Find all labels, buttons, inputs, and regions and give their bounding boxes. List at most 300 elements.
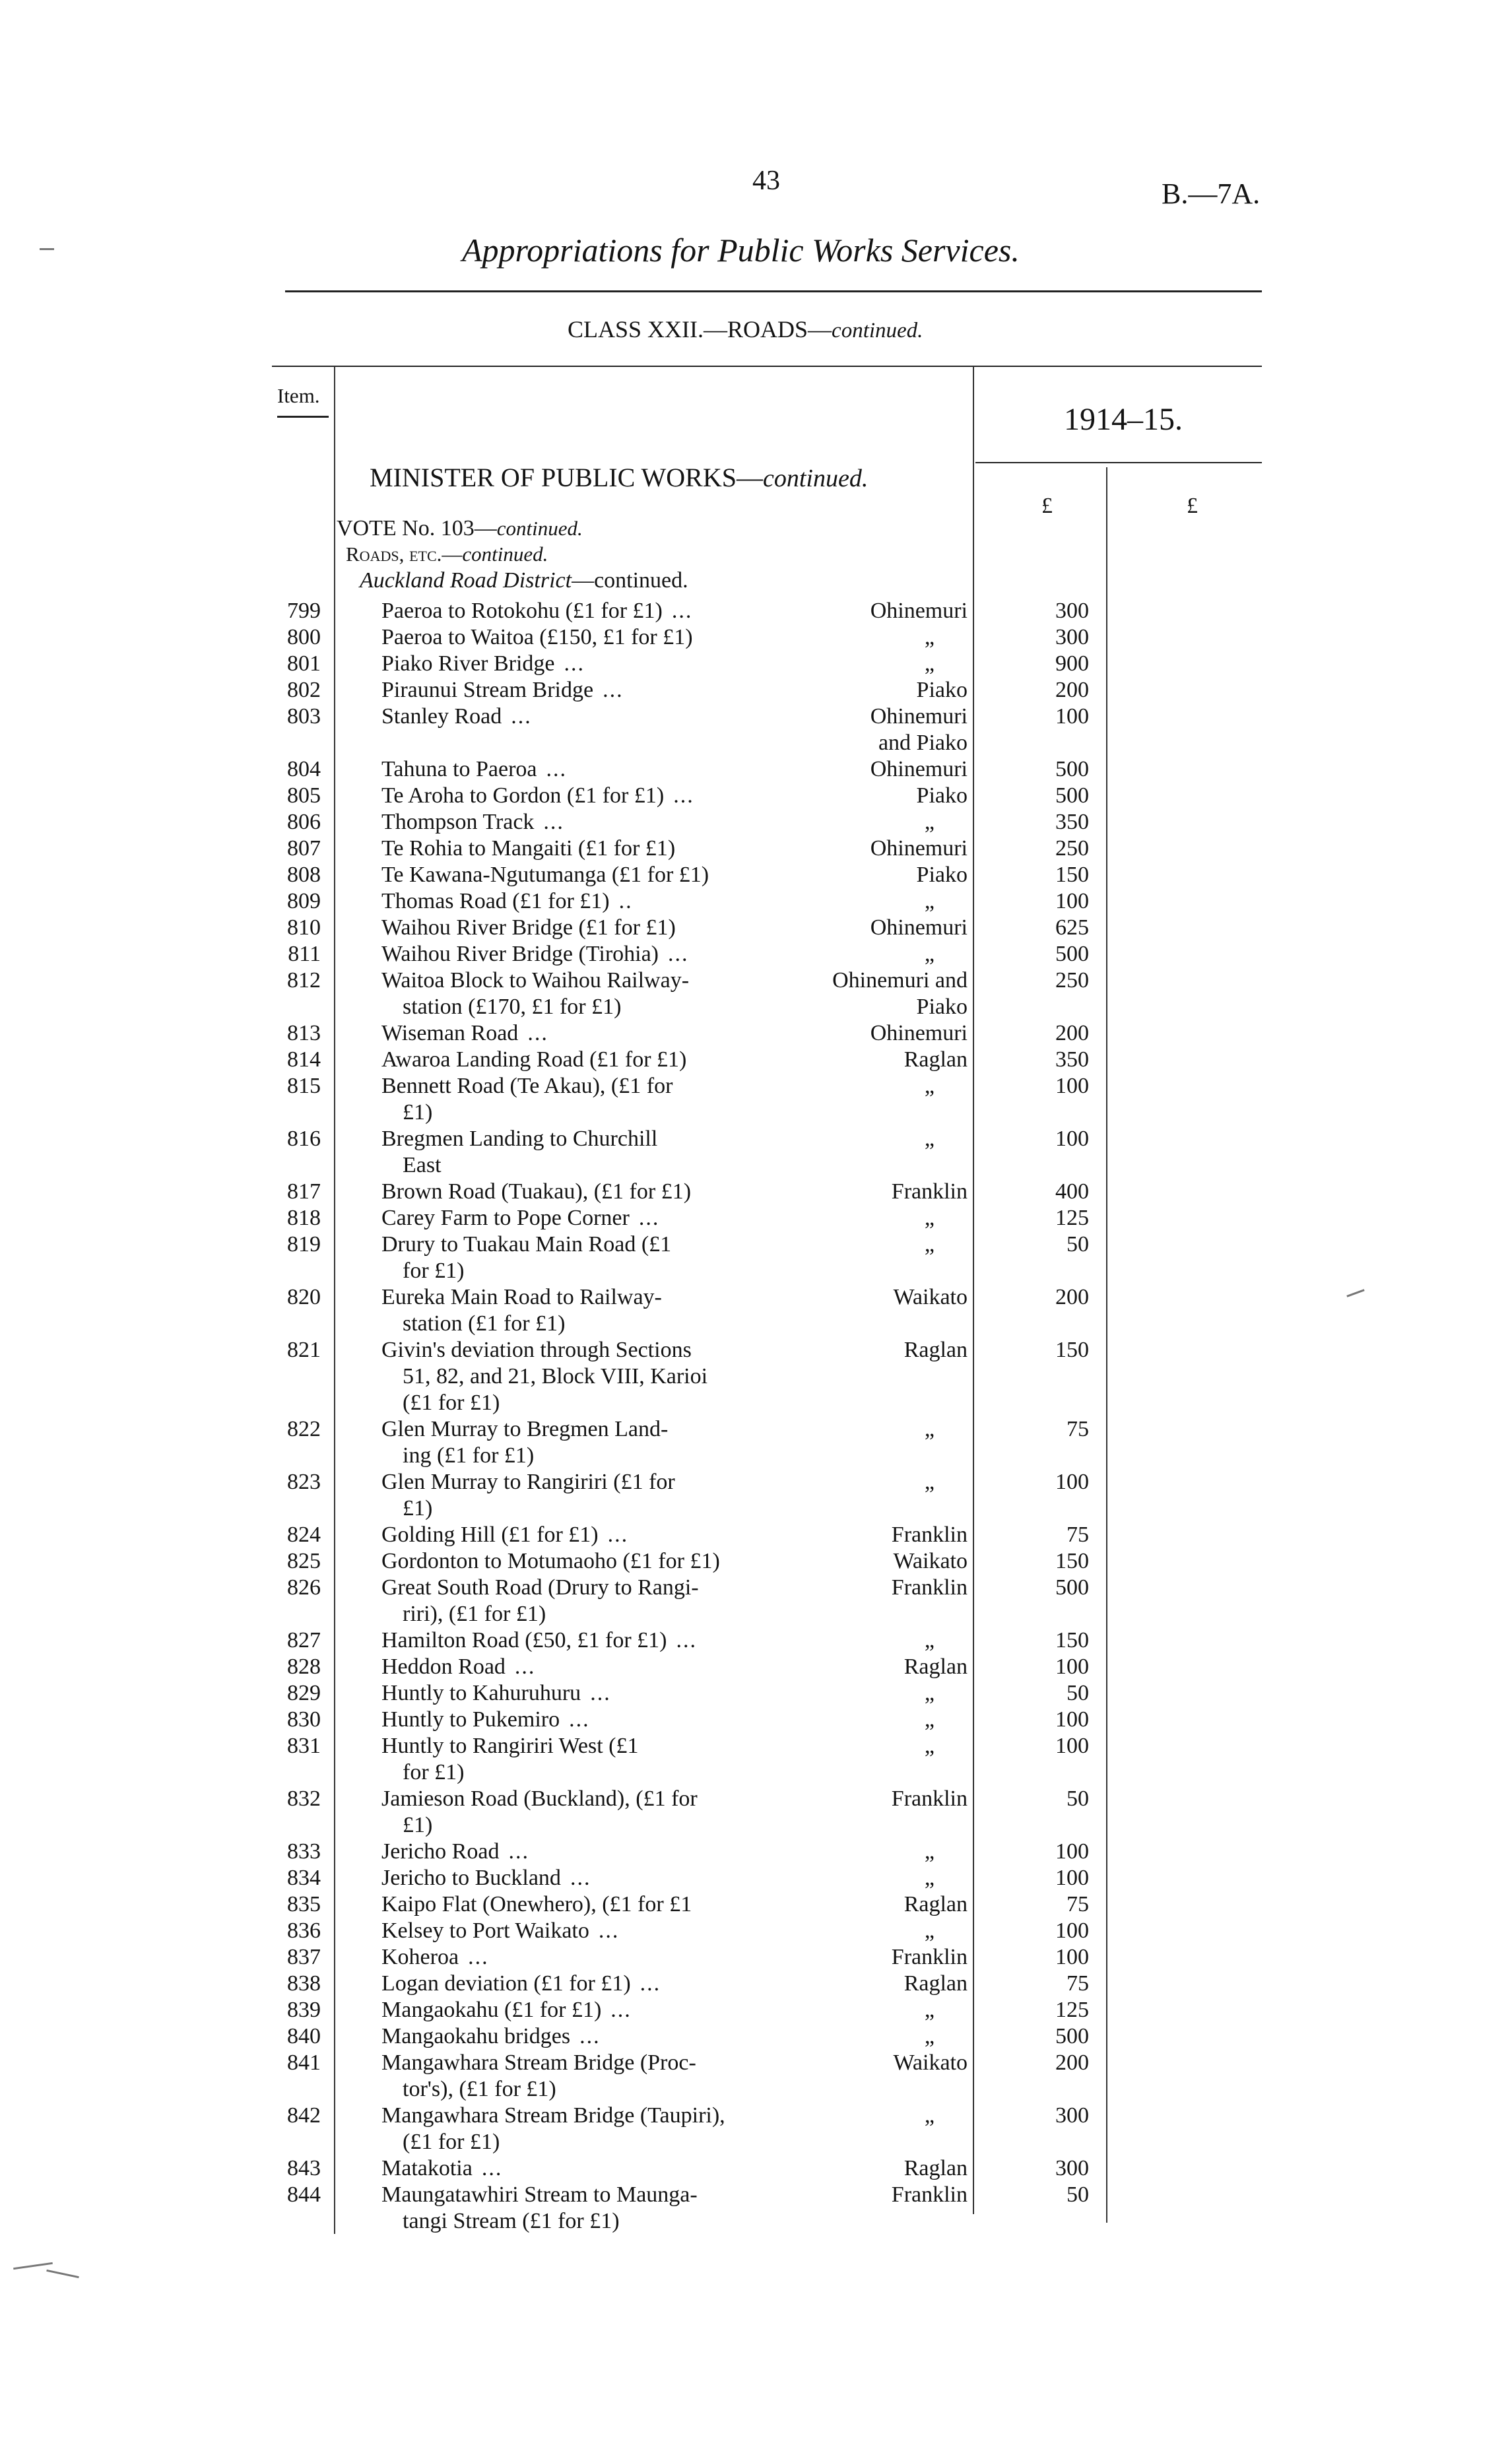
item-county-line: „ (924, 1232, 935, 1257)
item-description-last-line (381, 2023, 817, 2050)
leader-dots: .. (618, 889, 633, 913)
item-description-line: tor's), (£1 for £1) (403, 2077, 556, 2101)
minister-heading (370, 462, 868, 493)
roads-title: Roads, etc.— (346, 542, 463, 566)
leader-dots: ... (607, 1522, 629, 1547)
item-number: 827 (287, 1628, 321, 1653)
item-county (756, 1891, 968, 1918)
item-county (756, 888, 968, 915)
item-number: 807 (287, 836, 321, 861)
item-county-line: „ (924, 1417, 935, 1441)
item-description-line: Piako River Bridge (381, 651, 555, 676)
item-description-last-line (381, 1680, 817, 1707)
item-county-line: Franklin (891, 1575, 968, 1600)
item-amount: 300 (1055, 599, 1089, 623)
item-description (381, 1839, 817, 1865)
class-heading (568, 315, 923, 343)
item-description-line: Kelsey to Port Waikato (381, 1918, 589, 1943)
item-county-line: Ohinemuri and (832, 968, 968, 993)
item-description (381, 888, 817, 915)
item-county-line: Raglan (904, 1654, 968, 1679)
item-county (756, 1918, 968, 1944)
item-description-last-line (381, 783, 817, 809)
item-description (381, 1627, 817, 1654)
item-number: 799 (287, 599, 321, 623)
item-description-last-line (381, 598, 817, 624)
item-county (756, 1205, 968, 1231)
item-description-line: 51, 82, and 21, Block VIII, Karioi (403, 1364, 708, 1389)
item-amount: 200 (1055, 1285, 1089, 1309)
item-number: 844 (287, 2182, 321, 2207)
item-amount: 200 (1055, 678, 1089, 702)
item-description (381, 1865, 817, 1891)
item-county-line: Piako (916, 678, 968, 702)
item-description-line: Piraunui Stream Bridge (381, 678, 594, 702)
item-number: 843 (287, 2156, 321, 2180)
leader-dots: ... (481, 2156, 503, 2180)
item-county (756, 2050, 968, 2076)
item-amount: 75 (1067, 1971, 1089, 1996)
item-description (381, 2182, 817, 2235)
item-description-line: Mangaokahu bridges (381, 2024, 571, 2048)
item-number: 808 (287, 863, 321, 887)
item-number: 813 (287, 1021, 321, 1045)
item-description-last-line (381, 888, 817, 915)
item-amount: 500 (1055, 783, 1089, 808)
item-description-line: Drury to Tuakau Main Road (£1 (381, 1232, 672, 1257)
item-county (756, 1971, 968, 1997)
item-description (381, 1205, 817, 1231)
item-county (756, 651, 968, 677)
item-amount: 500 (1055, 2024, 1089, 2048)
item-description-line: Bennett Road (Te Akau), (£1 for (381, 1074, 673, 1098)
item-description (381, 651, 817, 677)
item-amount: 100 (1055, 889, 1089, 913)
item-description-line: Te Aroha to Gordon (£1 for £1) (381, 783, 665, 808)
item-number: 805 (287, 783, 321, 808)
item-description (381, 1680, 817, 1707)
minister-title: MINISTER OF PUBLIC WORKS— (370, 463, 763, 492)
item-number: 826 (287, 1575, 321, 1600)
item-description-line: for £1) (403, 1760, 465, 1784)
leader-dots: ... (668, 942, 689, 966)
item-description-line: Huntly to Kahuruhuru (381, 1681, 581, 1705)
leader-dots: ... (671, 599, 693, 623)
item-description-line: Givin's deviation through Sections (381, 1338, 692, 1362)
item-description (381, 809, 817, 835)
scan-mark (1346, 1289, 1364, 1297)
item-description-line: Huntly to Pukemiro (381, 1707, 560, 1732)
item-county (756, 1416, 968, 1443)
item-description (381, 1944, 817, 1971)
item-description (381, 1733, 817, 1786)
item-description-last-line (381, 1839, 817, 1865)
item-county-line: „ (924, 889, 935, 913)
item-description (381, 1918, 817, 1944)
item-amount: 200 (1055, 1021, 1089, 1045)
item-description (381, 1284, 817, 1337)
class-title: CLASS XXII.—ROADS— (568, 316, 832, 343)
item-amount: 100 (1055, 1839, 1089, 1864)
leader-dots: ... (508, 1839, 529, 1864)
district-continued: —continued. (572, 568, 688, 593)
item-county-line: Ohinemuri (870, 599, 968, 623)
item-number: 818 (287, 1206, 321, 1230)
item-description-line: Brown Road (Tuakau), (£1 for £1) (381, 1179, 692, 1204)
item-description-line: Stanley Road (381, 704, 502, 729)
item-description (381, 1073, 817, 1126)
item-amount: 150 (1055, 1628, 1089, 1653)
item-county (756, 1337, 968, 1363)
item-county-line: Raglan (904, 1892, 968, 1916)
item-number: 833 (287, 1839, 321, 1864)
item-number: 819 (287, 1232, 321, 1257)
item-amount: 150 (1055, 863, 1089, 887)
item-description-line: East (403, 1153, 442, 1177)
item-description (381, 756, 817, 783)
item-description (381, 1469, 817, 1522)
item-description-line: Matakotia (381, 2156, 473, 2180)
item-description-line: Golding Hill (£1 for £1) (381, 1522, 599, 1547)
class-continued: continued. (832, 319, 923, 343)
item-amount: 250 (1055, 836, 1089, 861)
item-number: 838 (287, 1971, 321, 1996)
item-county-line: Ohinemuri (870, 704, 968, 729)
item-description (381, 1575, 817, 1627)
item-description-last-line (381, 1205, 817, 1231)
item-description-line: Waihou River Bridge (Tirohia) (381, 942, 659, 966)
item-description-last-line (381, 1654, 817, 1680)
item-number: 810 (287, 915, 321, 940)
item-description-last-line (381, 1944, 817, 1971)
item-description-line: tangi Stream (£1 for £1) (403, 2209, 620, 2233)
item-county-line: Waikato (893, 2050, 968, 2075)
item-description (381, 704, 817, 730)
item-description-last-line (381, 1865, 817, 1891)
item-description (381, 941, 817, 967)
item-county-line: „ (924, 942, 935, 966)
item-number: 804 (287, 757, 321, 781)
item-county-line: Piako (916, 863, 968, 887)
item-description-line: Glen Murray to Rangiriri (£1 for (381, 1470, 675, 1494)
item-number: 839 (287, 1998, 321, 2022)
item-number: 801 (287, 651, 321, 676)
item-county-line: Franklin (891, 1786, 968, 1811)
item-amount: 150 (1055, 1338, 1089, 1362)
item-amount: 100 (1055, 1127, 1089, 1151)
item-amount: 100 (1055, 1734, 1089, 1758)
item-county (756, 1944, 968, 1971)
item-county (756, 624, 968, 651)
description-column-rule (334, 366, 335, 2234)
item-county-line: „ (924, 1734, 935, 1758)
item-description (381, 1971, 817, 1997)
item-description (381, 783, 817, 809)
item-county-line: „ (924, 2103, 935, 2128)
item-county (756, 1469, 968, 1495)
item-number: 816 (287, 1127, 321, 1151)
item-amount: 200 (1055, 2050, 1089, 2075)
item-county (756, 1839, 968, 1865)
item-description (381, 1179, 817, 1205)
item-label-rule (277, 416, 329, 418)
item-description-last-line (381, 756, 817, 783)
item-county (756, 1865, 968, 1891)
item-description (381, 1126, 817, 1179)
item-number: 825 (287, 1549, 321, 1573)
item-description-line: Great South Road (Drury to Rangi- (381, 1575, 699, 1600)
item-amount: 350 (1055, 1047, 1089, 1072)
leader-dots: ... (564, 651, 585, 676)
item-county-line: Ohinemuri (870, 1021, 968, 1045)
item-description (381, 1786, 817, 1839)
scan-mark (13, 2262, 53, 2270)
item-description (381, 677, 817, 704)
leader-dots: ... (673, 783, 694, 808)
leader-dots: ... (638, 1206, 660, 1230)
item-description-line: Eureka Main Road to Railway- (381, 1285, 662, 1309)
item-amount: 150 (1055, 1549, 1089, 1573)
item-amount: 100 (1055, 1470, 1089, 1494)
item-description-line: £1) (403, 1813, 433, 1837)
item-description (381, 2050, 817, 2103)
item-description-last-line (381, 941, 817, 967)
item-description (381, 2155, 817, 2182)
item-number: 841 (287, 2050, 321, 2075)
item-county-line: „ (924, 1918, 935, 1943)
leader-dots: ... (514, 1654, 536, 1679)
item-amount: 300 (1055, 2156, 1089, 2180)
minister-continued: continued. (763, 465, 869, 492)
item-county-line: „ (924, 1681, 935, 1705)
item-county (756, 1733, 968, 1759)
pound-sign-1: £ (1041, 494, 1053, 518)
item-amount: 500 (1055, 1575, 1089, 1600)
item-county-line: „ (924, 651, 935, 676)
item-description (381, 2103, 817, 2155)
item-number: 811 (288, 942, 321, 966)
title-rule (285, 290, 1262, 292)
item-number: 828 (287, 1654, 321, 1679)
item-description-line: Paeroa to Waitoa (£150, £1 for £1) (381, 625, 693, 649)
leader-dots: ... (546, 757, 568, 781)
item-description-last-line (381, 1997, 817, 2023)
item-amount: 500 (1055, 942, 1089, 966)
item-amount: 400 (1055, 1179, 1089, 1204)
item-description (381, 2023, 817, 2050)
item-description (381, 1337, 817, 1416)
item-description (381, 1416, 817, 1469)
item-county-line: Piako (916, 783, 968, 808)
item-description (381, 1707, 817, 1733)
item-county (756, 1997, 968, 2023)
item-county-line: „ (924, 1470, 935, 1494)
item-county (756, 1522, 968, 1548)
item-county-line: „ (924, 1074, 935, 1098)
item-amount: 900 (1055, 651, 1089, 676)
item-description-line: Mangawhara Stream Bridge (Proc- (381, 2050, 696, 2075)
leader-dots: ... (543, 810, 564, 834)
item-county (756, 1126, 968, 1152)
item-county (756, 1548, 968, 1575)
item-amount: 75 (1067, 1892, 1089, 1916)
item-description (381, 1522, 817, 1548)
item-number: 832 (287, 1786, 321, 1811)
item-description-last-line (381, 1522, 817, 1548)
item-county-line: „ (924, 1206, 935, 1230)
item-description-line: Waihou River Bridge (£1 for £1) (381, 915, 676, 940)
item-description (381, 624, 817, 651)
item-description-line: Jericho Road (381, 1839, 500, 1864)
item-number: 817 (287, 1179, 321, 1204)
item-description-last-line (381, 809, 817, 835)
district-title: Auckland Road District (360, 568, 572, 593)
item-county-line: „ (924, 1839, 935, 1864)
item-county (756, 2155, 968, 2182)
item-number: 830 (287, 1707, 321, 1732)
item-number: 820 (287, 1285, 321, 1309)
item-description (381, 1020, 817, 1047)
item-county (756, 1575, 968, 1601)
item-county-line: Franklin (891, 1945, 968, 1969)
item-description-line: for £1) (403, 1259, 465, 1283)
item-description-line: Waitoa Block to Waihou Railway- (381, 968, 690, 993)
item-county (756, 835, 968, 862)
item-amount: 350 (1055, 810, 1089, 834)
item-county (756, 1786, 968, 1812)
item-number: 809 (287, 889, 321, 913)
item-description-line: Mangaokahu (£1 for £1) (381, 1998, 602, 2022)
item-description-last-line (381, 651, 817, 677)
item-description-line: Hamilton Road (£50, £1 for £1) (381, 1628, 667, 1653)
item-description-line: Koheroa (381, 1945, 459, 1969)
item-description-line: Logan deviation (£1 for £1) (381, 1971, 631, 1996)
item-amount: 125 (1055, 1998, 1089, 2022)
item-number: 823 (287, 1470, 321, 1494)
item-description-line: Te Kawana-Ngutumanga (£1 for £1) (381, 863, 709, 887)
table-top-rule (272, 366, 1262, 367)
item-county-line: „ (924, 1998, 935, 2022)
item-amount: 300 (1055, 625, 1089, 649)
item-number: 814 (287, 1047, 321, 1072)
item-description-line: Heddon Road (381, 1654, 506, 1679)
item-description-line: Awaroa Landing Road (£1 for £1) (381, 1047, 687, 1072)
scan-mark (40, 248, 54, 250)
item-description-last-line (381, 1020, 817, 1047)
item-description-last-line (381, 704, 817, 730)
item-description-line: Jericho to Buckland (381, 1866, 561, 1890)
item-county (756, 677, 968, 704)
item-description-last-line (381, 677, 817, 704)
item-county (756, 756, 968, 783)
item-amount: 100 (1055, 1654, 1089, 1679)
item-number: 806 (287, 810, 321, 834)
item-county (756, 2103, 968, 2129)
item-county (756, 862, 968, 888)
leader-dots: ... (527, 1021, 548, 1045)
year-rule (975, 462, 1262, 463)
item-description-line: Thompson Track (381, 810, 535, 834)
item-county (756, 809, 968, 835)
item-description (381, 1997, 817, 2023)
item-county (756, 2023, 968, 2050)
item-description (381, 915, 817, 941)
item-description-line: Kaipo Flat (Onewhero), (£1 for £1 (381, 1892, 692, 1916)
item-description (381, 598, 817, 624)
leader-dots: ... (569, 1707, 590, 1732)
item-county (756, 2182, 968, 2208)
page-title: Appropriations for Public Works Services. (462, 232, 1020, 269)
item-number: 834 (287, 1866, 321, 1890)
leader-dots: ... (676, 1628, 697, 1653)
leader-dots: ... (468, 1945, 489, 1969)
item-county (756, 1654, 968, 1680)
item-description (381, 967, 817, 1020)
item-county-line: Piako (916, 995, 968, 1019)
leader-dots: ... (570, 1866, 591, 1890)
item-description-last-line (381, 1971, 817, 1997)
item-county (756, 1179, 968, 1205)
item-description-line: Tahuna to Paeroa (381, 757, 537, 781)
item-description-line: Te Rohia to Mangaiti (£1 for £1) (381, 836, 676, 861)
item-amount: 625 (1055, 915, 1089, 940)
item-county-line: „ (924, 1707, 935, 1732)
item-description-line: station (£1 for £1) (403, 1311, 566, 1336)
item-county-line: Waikato (893, 1549, 968, 1573)
page-number: 43 (752, 166, 780, 196)
leader-dots: ... (590, 1681, 611, 1705)
item-number: 822 (287, 1417, 321, 1441)
item-description (381, 1231, 817, 1284)
item-description-last-line (381, 2155, 817, 2182)
item-county-line: „ (924, 810, 935, 834)
roads-continued: continued. (462, 542, 548, 566)
item-description-line: ing (£1 for £1) (403, 1443, 535, 1468)
item-number: 800 (287, 625, 321, 649)
leader-dots: ... (610, 1998, 632, 2022)
vote-title: VOTE No. 103— (337, 516, 497, 540)
item-county-line: „ (924, 1628, 935, 1653)
item-county-line: Franklin (891, 1522, 968, 1547)
district-heading (360, 568, 688, 593)
item-county (756, 783, 968, 809)
item-amount: 250 (1055, 968, 1089, 993)
item-county (756, 598, 968, 624)
item-county (756, 1020, 968, 1047)
item-amount: 100 (1055, 1707, 1089, 1732)
item-county (756, 1284, 968, 1311)
leader-dots: ... (511, 704, 532, 729)
item-county-line: Franklin (891, 2182, 968, 2207)
item-description (381, 862, 817, 888)
item-description-last-line (381, 1707, 817, 1733)
item-description-line: Gordonton to Motumaoho (£1 for £1) (381, 1549, 720, 1573)
item-description (381, 1654, 817, 1680)
item-amount: 300 (1055, 2103, 1089, 2128)
leader-dots: ... (579, 2024, 601, 2048)
item-description-line: Bregmen Landing to Churchill (381, 1127, 658, 1151)
item-number: 837 (287, 1945, 321, 1969)
item-description (381, 1047, 817, 1073)
leader-dots: ... (640, 1971, 661, 1996)
item-county-line: Waikato (893, 1285, 968, 1309)
item-county (756, 967, 968, 1020)
item-number: 840 (287, 2024, 321, 2048)
item-description-last-line (381, 1627, 817, 1654)
vote-continued: continued. (496, 517, 583, 540)
roads-heading (346, 542, 548, 566)
item-amount: 100 (1055, 1945, 1089, 1969)
